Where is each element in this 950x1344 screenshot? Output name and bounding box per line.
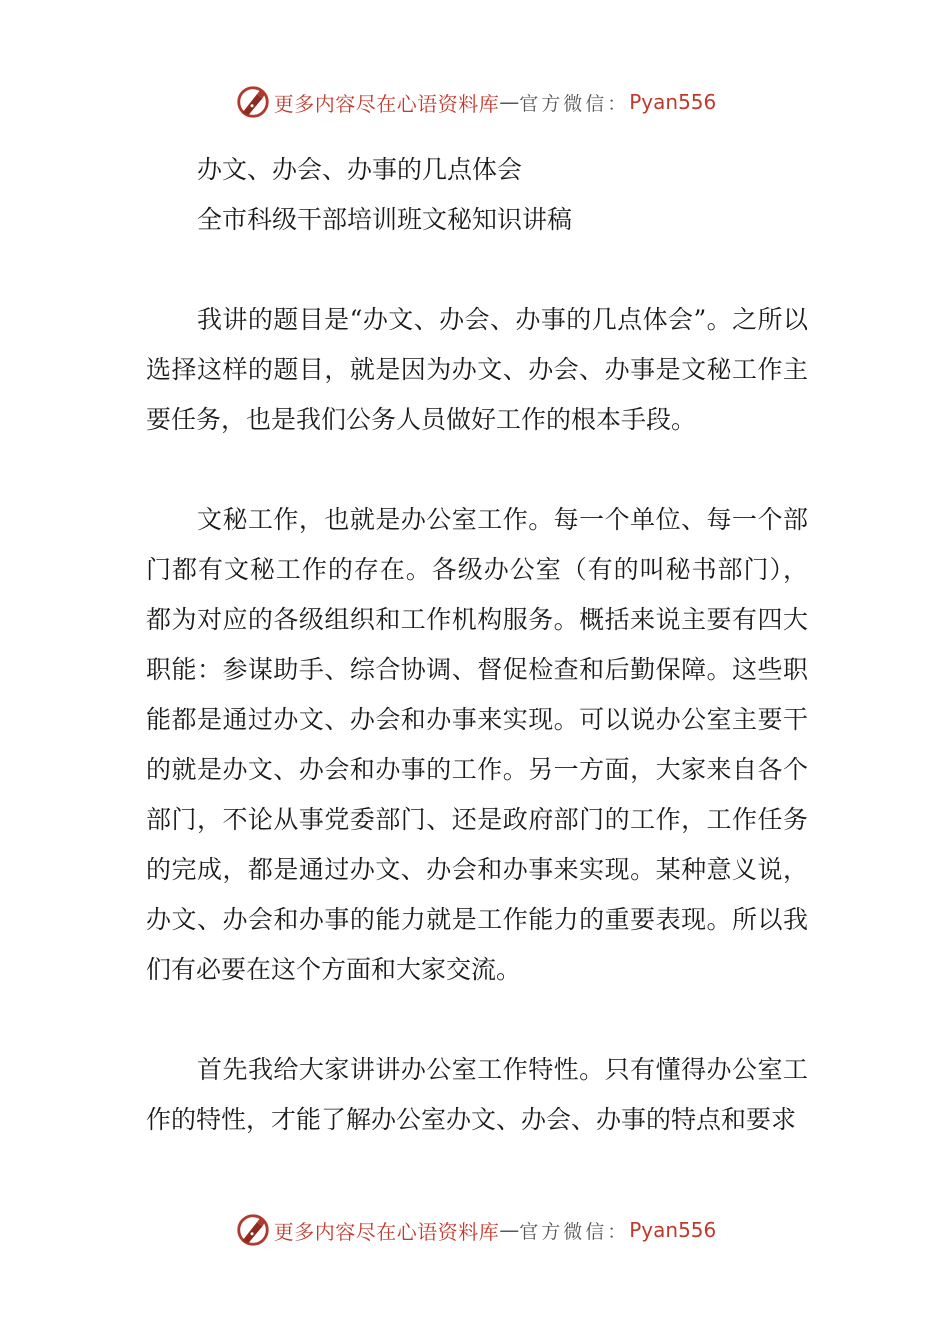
footer-banner <box>0 1210 950 1250</box>
banner-wechat-label: 官方微信： <box>519 1220 630 1243</box>
pen-nib-circle-icon <box>234 1211 272 1249</box>
document-body <box>146 145 808 1145</box>
banner-text: 更多内容尽在心语资料库 <box>273 1219 500 1244</box>
paragraph: 文秘工作，也就是办公室工作。每一个单位、每一个部门都有文秘工作的存在。各级办公室（有的叫秘书部门），都为对应的各级组织和工作机构服务。概括来说主要有四大职能：参谋助手、综合协调、督促检查和后勤保障。这些职能都是通过办文、办会和办事来实现。可以说办公室主要干的就是办文、办会和办事的工作。另一方面，大家来自各个部门，不论从事党委部门、还是政府部门的工作，工作任务的完成，都是通过办文、办会和办事来实现。某种意义说，办文、办会和办事的能力就是工作能力的重要表现。所以我们有必要在这个方面和大家交流。 <box>146 505 808 984</box>
document-subtitle: 全市科级干部培训班文秘知识讲稿 <box>197 205 573 234</box>
banner-text: 更多内容尽在心语资料库 <box>273 91 500 116</box>
header-banner <box>0 82 950 122</box>
pen-nib-circle-icon <box>234 83 272 121</box>
document-title: 办文、办会、办事的几点体会 <box>197 155 523 184</box>
banner-wechat-id: Pyan556 <box>629 90 717 114</box>
banner-wechat-label: 官方微信： <box>519 92 630 115</box>
banner-wechat-id: Pyan556 <box>629 1218 717 1242</box>
paragraph: 首先我给大家讲讲办公室工作特性。只有懂得办公室工作的特性，才能了解办公室办文、办会、办事的特点和要求 <box>146 1055 808 1134</box>
banner-separator: — <box>499 90 520 114</box>
banner-separator: — <box>499 1218 520 1242</box>
paragraph: 我讲的题目是“办文、办会、办事的几点体会”。之所以选择这样的题目，就是因为办文、办会、办事是文秘工作主要任务，也是我们公务人员做好工作的根本手段。 <box>146 305 808 434</box>
